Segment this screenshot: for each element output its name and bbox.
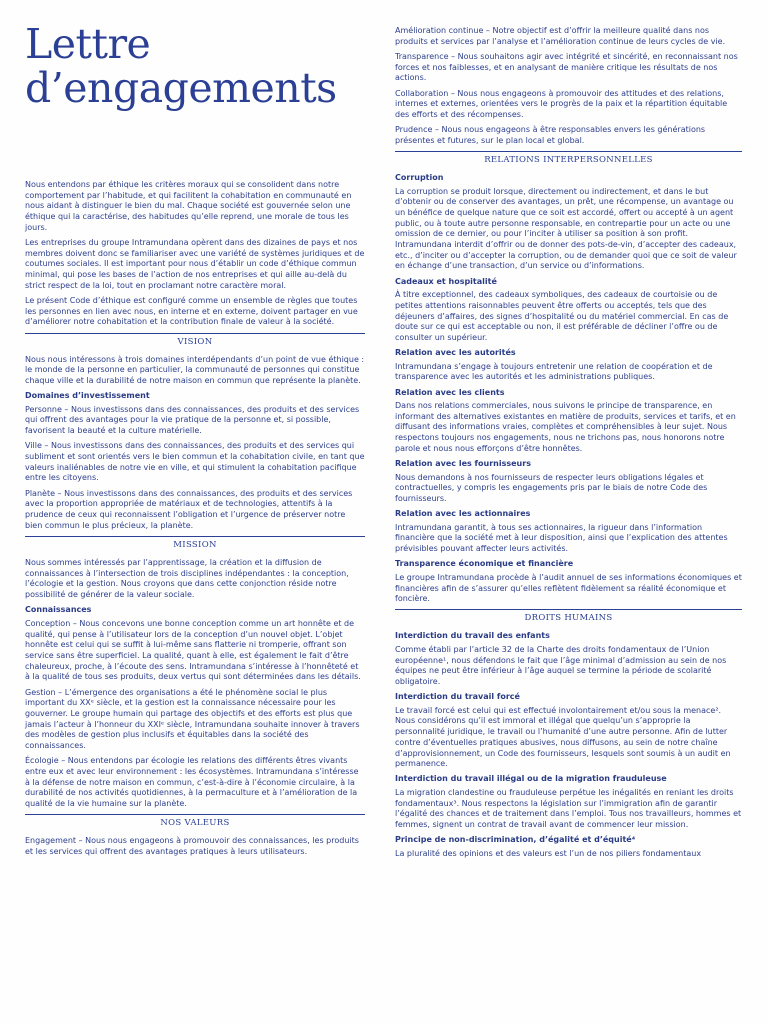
valeur-paragraph: Transparence – Nous souhaitons agir avec intégrité et sincérité, en reconnaissant nos forces et nos faiblesses, et en analysant de manière critique les résultats de nos actions.	[395, 51, 738, 83]
droit-paragraph: La pluralité des opinions et des valeurs est l’un de nos piliers fondamentaux	[395, 848, 702, 858]
valeur-paragraph: Collaboration – Nous nous engageons à promouvoir des attitudes et des relations, internes et externes, orientées vers le progrès de la paix et la répartition équitable des efforts et des récompenses.	[395, 88, 728, 119]
section-heading-valeurs: NOS VALEURS	[25, 814, 365, 828]
values-continued	[395, 26, 742, 147]
domaine-paragraph: Personne – Nous investissons dans des connaissances, des produits et des services qui offrent des avantages pour la vie pratique de la personne et, si possible, favorisent la beauté et la culture matérielle.	[25, 404, 360, 436]
valeur-paragraph: Engagement – Nous nous engageons à promouvoir des connaissances, les produits et les services qui offrent des avantages pratiques à leurs utilisateurs.	[25, 836, 359, 856]
subheading: Principe de non-discrimination, d’égalité et d’équité⁴	[395, 835, 636, 845]
relation-paragraph: Dans nos relations commerciales, nous suivons le principe de transparence, en informant des alternatives existantes en matière de produits, services et tarifs, et en diffusant des informations vraies, complètes et compréhensibles à leur sujet. Nous respectons toujours nos engagements, nous ne trichons pas, nous honorons notre parole et nous nous efforçons d’être honnêtes.	[395, 401, 736, 453]
subheading: Cadeaux et hospitalité	[395, 276, 497, 286]
connaissance-paragraph: Écologie – Nous entendons par écologie les relations des différents êtres vivants entre eux et avec leur environnement : les écosystèmes. Intramundana s’intéresse à la défense de notre maison en commun, c’est-à-dire à l’économie circulaire, à la durabilité de nos activités quotidiennes, à la permaculture et à l’amélioration de la qualité de la vie humaine sur la planète.	[25, 756, 359, 809]
relation-paragraph: Le groupe Intramundana procède à l’audit annuel de ses informations économiques et financières afin de s’assurer qu’elles reflètent fidèlement sa réalité économique et foncière.	[395, 572, 742, 604]
subheading: Relation avec les clients	[395, 387, 505, 397]
connaissance-paragraph: Conception – Nous concevons une bonne conception comme un art honnête et de qualité, qui pense à l’utilisateur lors de la conception d’un nouvel objet. L’objet honnête est celui qui se suffit à lui-même sans flatterie ni tromperie, offrant son service sans être superficiel. La qualité, quant à elle, est également le fait d’être chaleureux, proche, à l’écoute des sens. Intramundana s’intéresse à l’honnêteté et à la qualité de tous ses produits, deux vertus qui sont déterminées dans les détails.	[25, 618, 361, 682]
intro-paragraph: Les entreprises du groupe Intramundana opèrent dans des dizaines de pays et nos membres doivent donc se familiariser avec une variété de systèmes juridiques et de coutumes sociales. Il est important pour nous d’établir un code d’éthique commun minimal, qui pose les bases de l’action de nos entreprises et qui aille au-delà du strict respect de la loi, tout en proclamant notre caractère moral.	[25, 238, 365, 290]
vision-paragraph: Nous nous intéressons à trois domaines interdépendants d’un point de vue éthique : le monde de la personne en particulier, la communauté de personnes qui constitue chaque ville et la durabilité de notre maison en commun que représente la planète.	[25, 354, 365, 386]
relation-paragraph: Intramundana garantit, à tous ses actionnaires, la rigueur dans l’information financière que la société met à leur disposition, ainsi que l’explication des attentes prévisibles pouvant affecter leurs activités.	[395, 522, 728, 554]
valeur-paragraph: Prudence – Nous nous engageons à être responsables envers les générations présentes et futures, sur le plan local et global.	[395, 125, 706, 145]
droit-paragraph: Le travail forcé est celui qui est effectué involontairement et/ou sous la menace². Nous considérons qu’il est immoral et illégal que quelqu’un s’approprie la personnalité juridique, le travail ou l’humanité d’une autre personne. Afin de lutter contre d’éventuelles pratiques abusives, nous diffusons, au sein de notre chaîne d’approvisionnement, un Code des fournisseurs, lesquels sont soumis à un audit en permanence.	[395, 705, 731, 769]
subheading-connaissances: Connaissances	[25, 605, 92, 615]
subheading: Relation avec les actionnaires	[395, 509, 531, 519]
relation-paragraph: Intramundana s’engage à toujours entretenir une relation de coopération et de transparence avec les autorités et les administrations publiques.	[395, 361, 713, 382]
intro-section	[25, 180, 365, 328]
valeur-paragraph: Amélioration continue – Notre objectif est d’offrir la meilleure qualité dans nos produits et services par l’analyse et l’amélioration continue de leurs cycles de vie.	[395, 26, 726, 46]
relation-paragraph: Nous demandons à nos fournisseurs de respecter leurs obligations légales et contractuelles, y compris les engagements pris par le biais de notre Code des fournisseurs.	[395, 472, 708, 503]
section-heading-droits: DROITS HUMAINS	[395, 609, 742, 623]
intro-paragraph: Le présent Code d’éthique est configuré comme un ensemble de règles que toutes les personnes en lien avec nous, en interne et en externe, doivent partager en vue d’améliorer notre cohabitation et la contribution finale de valeur à la société.	[25, 296, 358, 327]
connaissance-paragraph: Gestion – L’émergence des organisations a été le phénomène social le plus important du XXᵉ siècle, et la gestion est la connaissance nécessaire pour les gouverner. Le groupe humain qui partage des objectifs et des efforts est plus que jamais l’acteur à l’honneur du XXIᵉ siècle, Intramundana souhaite innover à travers des modèles de gestion plus inclusifs et équitables dans la société des connaissances.	[25, 687, 360, 751]
title-line-2: d’engagements	[25, 64, 337, 112]
section-heading-vision: VISION	[25, 333, 365, 347]
section-heading-mission: MISSION	[25, 536, 365, 550]
domaine-paragraph: Ville – Nous investissons dans des connaissances, des produits et des services qui subliment et sont orientés vers le bien commun et la cohabitation civile, en tant que valeurs inaliénables de notre vie en ville, et qui stimulent la cohabitation pacifique entre les citoyens.	[25, 441, 365, 483]
subheading: Transparence économique et financière	[395, 559, 574, 569]
left-column	[25, 0, 365, 862]
subheading: Corruption	[395, 173, 444, 183]
subheading: Interdiction du travail illégal ou de la migration frauduleuse	[395, 774, 667, 784]
intro-paragraph: Nous entendons par éthique les critères moraux qui se consolident dans notre comportement par l’habitude, et qui facilitent la cohabitation en communauté en nous aidant à distinguer le bien du mal. Chaque société est gouvernée selon une éthique qui la caractérise, des habitudes qu’elle reprend, une morale de tous les jours.	[25, 180, 352, 232]
subheading: Relation avec les fournisseurs	[395, 459, 531, 469]
subheading: Interdiction du travail des enfants	[395, 631, 550, 641]
right-column	[395, 0, 742, 864]
title-line-1: Lettre	[25, 20, 151, 68]
section-heading-relations: RELATIONS INTERPERSONNELLES	[395, 151, 742, 165]
subheading: Interdiction du travail forcé	[395, 692, 520, 702]
subheading-domaines: Domaines d’investissement	[25, 391, 150, 401]
subheading: Relation avec les autorités	[395, 348, 516, 358]
droit-paragraph: La migration clandestine ou frauduleuse perpétue les inégalités en reniant les droits fondamentaux³. Nous respectons la législation sur l’immigration afin de garantir l’égalité des chances et de traitement dans l’emploi. Tous nos travailleurs, hommes et femmes, signent un contrat de travail avant de commencer leur mission.	[395, 787, 742, 830]
mission-paragraph: Nous sommes intéressés par l’apprentissage, la création et la diffusion de connaissances à l’intersection de trois disciplines indépendantes : la conception, l’écologie et la gestion. Nous croyons que dans cette conjonction réside notre possibilité de générer de la valeur sociale.	[25, 557, 349, 600]
domaine-paragraph: Planète – Nous investissons dans des connaissances, des produits et des services avec la proportion appropriée de matériaux et de technologies, attentifs à la prudence de ceux qui reconnaissent l’obligation et l’urgence de préserver notre bien commun le plus précieux, la planète.	[25, 488, 353, 530]
relation-paragraph: La corruption se produit lorsque, directement ou indirectement, et dans le but d’obtenir ou de conserver des avantages, un prêt, une récompense, un avantage ou un bénéfice de quelque nature que ce soit est accordé, offert ou accepté à un agent public, ou à toute autre personne responsable, en contrepartie pour un acte ou une omission de ce dernier, ou pour l’inciter à utiliser sa position à son profit. Intramundana interdit d’offrir ou de donner des pots-de-vin, d’accepter des cadeaux, etc., d’inciter ou d’accepter la corruption, ou de demander quoi que ce soit de valeur en échange d’une transaction, d’un service ou d’informations.	[395, 186, 737, 271]
page-title	[25, 22, 365, 110]
relation-paragraph: À titre exceptionnel, des cadeaux symboliques, des cadeaux de courtoisie ou de petites attentions raisonnables peuvent être offerts ou acceptés, tels que des déjeuners d’affaires, des signes d’hospitalité ou du matériel commercial. En cas de doute sur ce qui est acceptable ou non, il est préférable de décliner l’offre ou de consulter un supérieur.	[395, 290, 729, 342]
droit-paragraph: Comme établi par l’article 32 de la Charte des droits fondamentaux de l’Union européenne¹, nous défendons le fait que l’âge minimal d’admission au sein de nos équipes ne peut être inférieur à l’âge auquel se termine la période de scolarité obligatoire.	[395, 644, 727, 687]
